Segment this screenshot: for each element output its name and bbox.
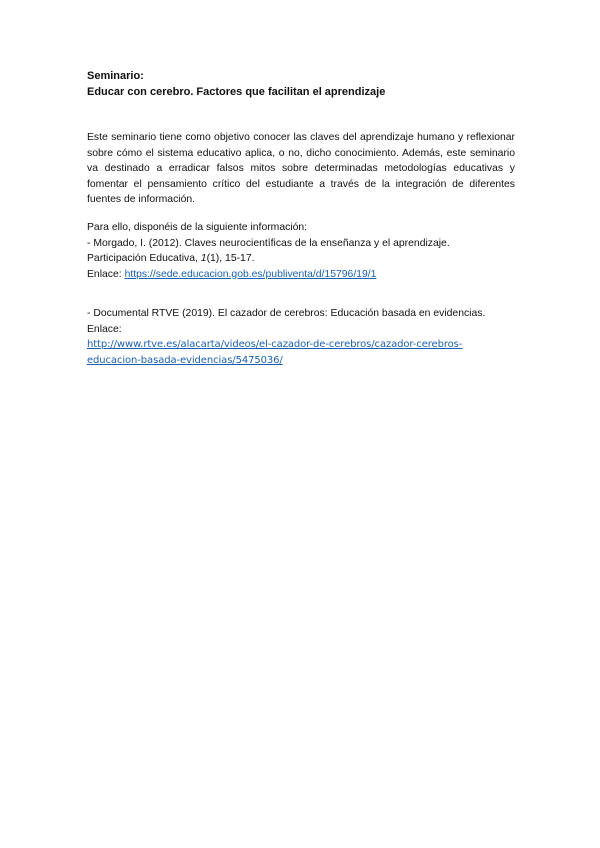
reference-2-link-label: Enlace:: [87, 323, 122, 335]
reference-1-citation: - Morgado, I. (2012). Claves neurocientíficas de la enseñanza y el aprendizaje.: [87, 237, 450, 249]
seminar-title: Educar con cerebro. Factores que facilitan el aprendizaje: [87, 86, 386, 98]
documentary-block: [87, 306, 485, 368]
document-heading: [87, 68, 385, 100]
reference-2-link-line-1[interactable]: http://www.rtve.es/alacarta/videos/el-cazador-de-cerebros/cazador-cerebros-: [87, 339, 463, 350]
reference-1-link-line: Enlace: https://sede.educacion.gob.es/publiventa/d/15796/19/1: [87, 268, 377, 280]
references-intro: Para ello, disponéis de la siguiente información:: [87, 222, 308, 233]
reference-1-journal: Participación Educativa, 1(1), 15-17.: [87, 253, 255, 264]
references-block: [87, 220, 450, 282]
reference-2-link-line-2[interactable]: educacion-basada-evidencias/5475036/: [87, 354, 283, 366]
reference-2-citation: - Documental RTVE (2019). El cazador de cerebros: Educación basada en evidencias.: [87, 308, 486, 319]
intro-paragraph: Este seminario tiene como objetivo conocer las claves del aprendizaje humano y reflexionar sobre cómo el sistema educativo aplica, o no, dicho conocimiento. Además, este seminario va destinado a erradicar falsos mitos sobre determinadas metodologías educativas y fomentar el pensamiento crítico del estudiante a través de la integración de diferentes fuentes de información.: [87, 132, 515, 205]
seminar-label: Seminario:: [87, 70, 144, 82]
reference-1-link[interactable]: https://sede.educacion.gob.es/publiventa/d/15796/19/1: [124, 268, 377, 280]
